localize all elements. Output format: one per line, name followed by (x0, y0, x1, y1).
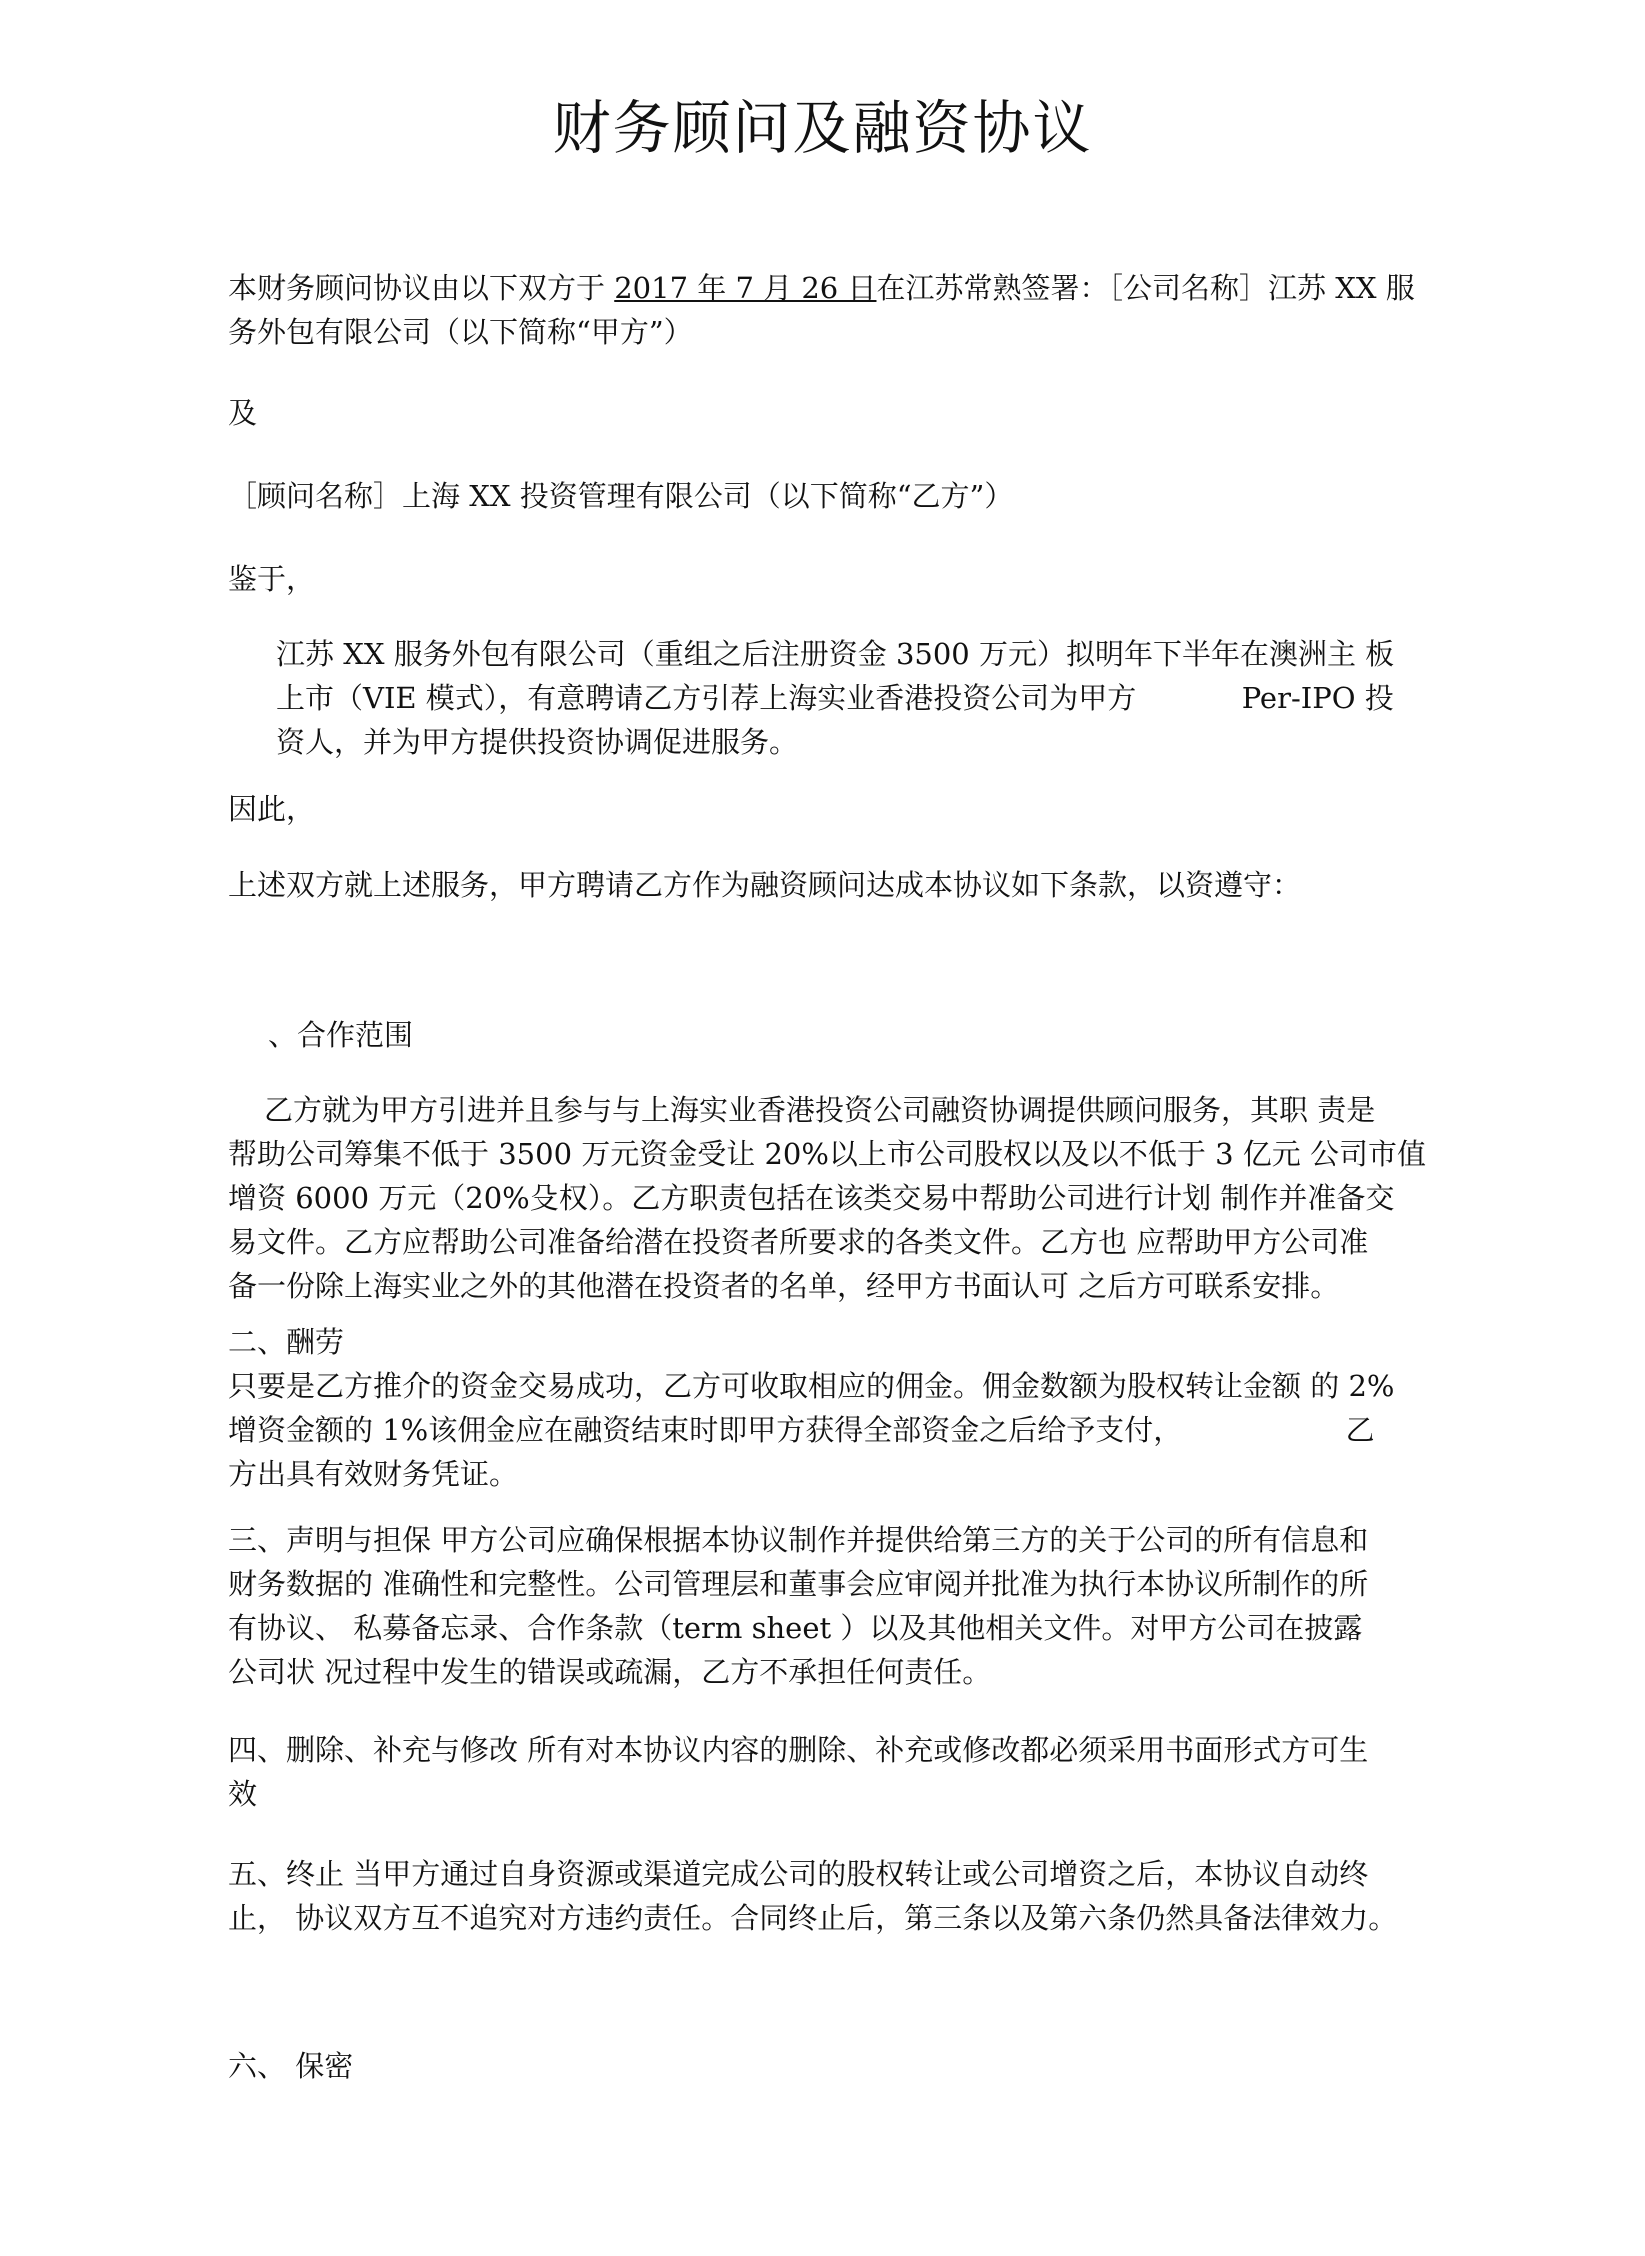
intro-text-part2: 在江苏常熟签署：［公司名称］江苏 XX 服 (876, 271, 1415, 305)
section-2-body (228, 1364, 1428, 1496)
section-4-line: 效 (228, 1777, 258, 1811)
section-4-body (228, 1728, 1428, 1816)
therefore-label: 因此， (228, 792, 316, 826)
section-1-line: 备一份除上海实业之外的其他潜在投资者的名单，经甲方书面认可 之后方可联系安排。 (228, 1269, 1340, 1303)
intro-text-part1: 本财务顾问协议由以下双方于 (228, 271, 615, 305)
section-5-body (228, 1852, 1428, 1940)
section-2-line: 方出具有效财务凭证。 (228, 1457, 519, 1491)
whereas-line: 资人，并为甲方提供投资协调促进服务。 (276, 725, 799, 759)
section-3-line: 有协议、 私募备忘录、合作条款（term sheet ）以及其他相关文件。对甲方公司在披露 (228, 1611, 1363, 1645)
section-1-line: 乙方就为甲方引进并且参与与上海实业香港投资公司融资协调提供顾问服务，其职 责是 (264, 1093, 1376, 1127)
party-b-text: ［顾问名称］上海 XX 投资管理有限公司（以下简称“乙方”） (228, 479, 1014, 513)
agreement-intro: 上述双方就上述服务，甲方聘请乙方作为融资顾问达成本协议如下条款，以资遵守： (228, 868, 1302, 902)
section-3-line: 三、声明与担保 甲方公司应确保根据本协议制作并提供给第三方的关于公司的所有信息和 (228, 1523, 1369, 1557)
section-6-heading: 六、 保密 (228, 2049, 354, 2083)
section-1-line: 帮助公司筹集不低于 3500 万元资金受让 20%以上市公司股权以及以不低于 3 亿元 公司市值 (228, 1137, 1427, 1171)
section-5-line: 五、终止 当甲方通过自身资源或渠道完成公司的股权转让或公司增资之后，本协议自动终 (228, 1857, 1369, 1891)
intro-line-2: 务外包有限公司（以下简称“甲方”） (228, 315, 693, 349)
section-2-line: 增资金额的 1%该佣金应在融资结束时即甲方获得全部资金之后给予支付， 乙 (228, 1413, 1375, 1447)
whereas-line: 上市（VIE 模式），有意聘请乙方引荐上海实业香港投资公司为甲方 Per-IPO 投 (276, 681, 1394, 715)
section-2-heading: 二、酬劳 (228, 1325, 345, 1359)
intro-line-1 (228, 266, 1428, 310)
section-1-body (228, 1088, 1428, 1308)
whereas-line: 江苏 XX 服务外包有限公司（重组之后注册资金 3500 万元）拟明年下半年在澳洲主 板 (276, 637, 1395, 671)
document-title: 财务顾问及融资协议 (552, 94, 1093, 162)
whereas-label: 鉴于， (228, 562, 316, 596)
section-3-line: 公司状 况过程中发生的错误或疏漏，乙方不承担任何责任。 (228, 1655, 992, 1689)
section-4-line: 四、删除、补充与修改 所有对本协议内容的删除、补充或修改都必须采用书面形式方可生 (228, 1733, 1369, 1767)
section-5-line: 止， 协议双方互不追究对方违约责任。合同终止后，第三条以及第六条仍然具备法律效力。 (228, 1901, 1398, 1935)
and-text: 及 (228, 396, 258, 430)
whereas-body (276, 632, 1406, 764)
intro-paragraph (228, 266, 1428, 354)
signing-date: 2017 年 7 月 26 日 (614, 271, 877, 305)
section-2-line: 只要是乙方推介的资金交易成功，乙方可收取相应的佣金。佣金数额为股权转让金额 的 2% (228, 1369, 1395, 1403)
section-1-heading: 、合作范围 (268, 1018, 414, 1052)
section-1-line: 增资 6000 万元（20%殳权）。乙方职责包括在该类交易中帮助公司进行计划 制作并准备交 (228, 1181, 1395, 1215)
section-3-body (228, 1518, 1428, 1694)
section-1-line: 易文件。乙方应帮助公司准备给潜在投资者所要求的各类文件。乙方也 应帮助甲方公司准 (228, 1225, 1369, 1259)
section-3-line: 财务数据的 准确性和完整性。公司管理层和董事会应审阅并批准为执行本协议所制作的所 (228, 1567, 1369, 1601)
